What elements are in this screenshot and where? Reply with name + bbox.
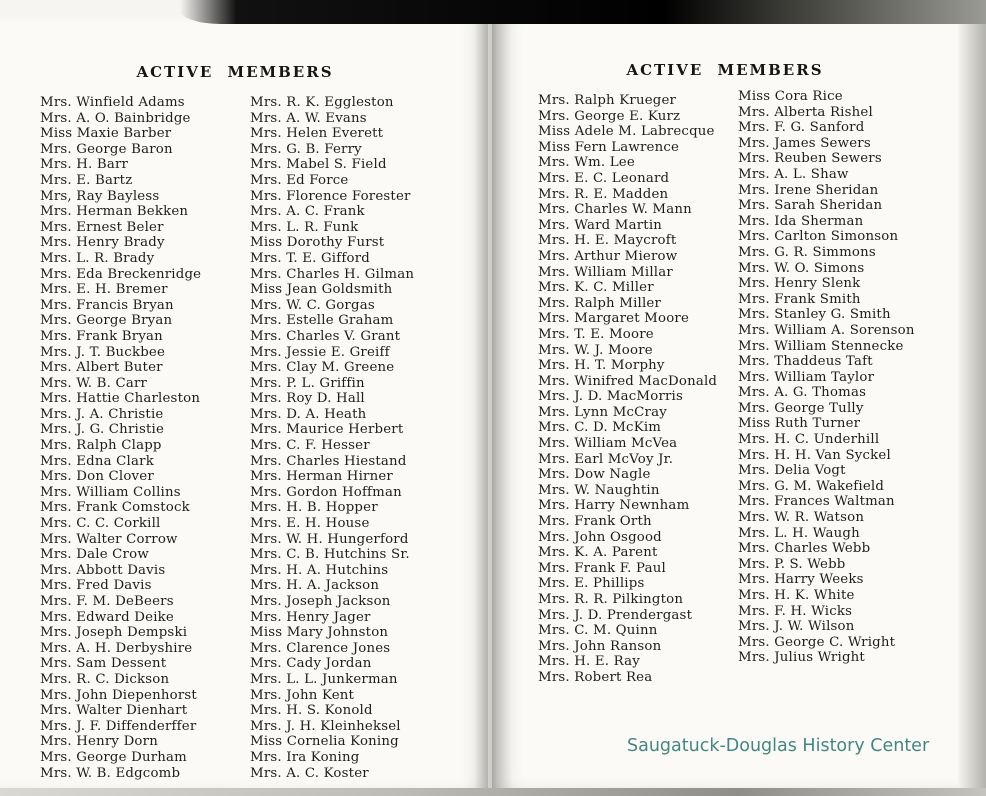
member-name: Mrs. Ralph Krueger	[538, 93, 677, 108]
member-name: Mrs. Lynn McCray	[538, 404, 667, 420]
member-name: Mrs. K. A. Parent	[538, 545, 658, 561]
member-list-right-col-1	[538, 93, 717, 686]
member-name: Mrs. Helen Everett	[250, 126, 384, 142]
member-name: Mrs. L. L. Junkerman	[250, 671, 398, 687]
member-name: Mrs. W. H. Hungerford	[250, 531, 409, 547]
member-name: Mrs. Francis Bryan	[40, 297, 174, 313]
member-name: Miss Adele M. Labrecque	[538, 124, 715, 140]
photo-background-top	[180, 0, 986, 24]
member-name: Mrs. Florence Forester	[250, 188, 411, 204]
member-name: Mrs. Gordon Hoffman	[250, 484, 402, 500]
member-name: Mrs. F. G. Sanford	[738, 120, 865, 136]
photo-background-bottom	[0, 788, 986, 796]
member-name: Mrs. George Tully	[738, 400, 864, 416]
member-name: Mrs. P. L. Griffin	[250, 375, 365, 391]
member-name: Mrs. Clarence Jones	[250, 640, 391, 656]
member-name: Miss Fern Lawrence	[538, 139, 680, 155]
member-name: Mrs. Sarah Sheridan	[738, 198, 883, 214]
member-name: Mrs. Frank Smith	[738, 291, 861, 307]
member-list-left-col-1	[40, 95, 201, 781]
member-name: Mrs. Jessie E. Greiff	[250, 344, 390, 360]
member-name: Mrs. Ernest Beler	[40, 219, 164, 235]
member-name: Mrs. C. D. McKim	[538, 420, 662, 436]
member-name: Mrs. Carlton Simonson	[738, 229, 899, 245]
member-name: Mrs. J. D. Prendergast	[538, 607, 693, 623]
page-gutter-shadow	[474, 14, 512, 788]
member-name: Mrs. John Ranson	[538, 638, 662, 654]
right-page-title: ACTIVE MEMBERS	[626, 61, 824, 79]
member-name: Mrs. George C. Wright	[738, 634, 896, 650]
member-name: Mrs. G. B. Ferry	[250, 141, 362, 157]
member-name: Mrs. Robert Rea	[538, 669, 653, 685]
member-name: Mrs. A. W. Evans	[250, 110, 367, 126]
member-name: Mrs. Harry Newnham	[538, 498, 690, 514]
member-name: Mrs. Edna Clark	[40, 453, 154, 469]
member-name: Miss Cornelia Koning	[250, 734, 399, 750]
member-name: Miss Dorothy Furst	[250, 235, 385, 251]
member-name: Mrs. Edward Deike	[40, 609, 174, 625]
member-name: Mrs. J. A. Christie	[40, 406, 164, 422]
member-list-right-col-2	[738, 89, 915, 666]
member-name: Mrs. Margaret Moore	[538, 311, 690, 327]
member-name: Mrs. Clay M. Greene	[250, 360, 395, 376]
member-name: Mrs. C. C. Corkill	[40, 516, 161, 532]
member-name: Mrs. Dow Nagle	[538, 467, 651, 483]
member-name: Mrs. Herman Hirner	[250, 469, 393, 485]
member-name: Mrs. Ida Sherman	[738, 213, 864, 229]
member-name: Mrs. Stanley G. Smith	[738, 307, 891, 323]
member-name: Mrs. William Collins	[40, 484, 181, 500]
member-name: Mrs. John Osgood	[538, 529, 662, 545]
member-name: Mrs. Cady Jordan	[250, 656, 372, 672]
member-name: Mrs. H. C. Underhill	[738, 432, 880, 448]
member-name: Mrs. Hattie Charleston	[40, 391, 201, 407]
member-name: Mrs. W. Naughtin	[538, 482, 660, 498]
member-name: Mrs. W. J. Moore	[538, 342, 653, 358]
member-name: Mrs. C. M. Quinn	[538, 623, 658, 639]
member-name: Mrs. Charles V. Grant	[250, 328, 401, 344]
page-edge-shadow	[958, 14, 986, 788]
member-name: Mrs. William Taylor	[738, 369, 875, 385]
member-name: Mrs. Ralph Clapp	[40, 438, 162, 454]
member-name: Mrs. John Kent	[250, 687, 355, 703]
member-name: Mrs. A. C. Koster	[250, 765, 369, 781]
member-name: Mrs. Don Clover	[40, 469, 154, 485]
member-name: Mrs. George Durham	[40, 749, 187, 765]
member-name: Mrs. Walter Dienhart	[40, 703, 188, 719]
member-name: Mrs. Charles W. Mann	[538, 202, 692, 218]
member-name: Mrs. W. B. Carr	[40, 375, 148, 391]
member-name: Mrs. Charles H. Gilman	[250, 266, 415, 282]
member-name: Mrs. Ward Martin	[538, 217, 663, 233]
member-name: Mrs. L. R. Funk	[250, 219, 359, 235]
member-name: Mrs. Frances Waltman	[738, 494, 895, 510]
member-name: Mrs. Winfield Adams	[40, 95, 185, 110]
member-name: Mrs. W. R. Watson	[738, 510, 865, 526]
watermark: Saugatuck-Douglas History Center	[627, 736, 930, 756]
member-name: Mrs. C. F. Hesser	[250, 438, 370, 454]
member-name: Mrs. W. B. Edgcomb	[40, 765, 181, 781]
member-name: Mrs, Ray Bayless	[40, 188, 160, 204]
member-name: Mrs. J. D. MacMorris	[538, 389, 684, 405]
member-name: Mrs. Henry Brady	[40, 235, 165, 251]
member-name: Mrs. H. E. Ray	[538, 654, 641, 670]
member-name: Mrs. Sam Dessent	[40, 656, 167, 672]
member-name: Mrs. R. R. Pilkington	[538, 592, 684, 607]
member-name: Mrs. Dale Crow	[40, 547, 149, 563]
member-name: Mrs. Thaddeus Taft	[738, 354, 873, 370]
member-name: Mrs. R. K. Eggleston	[250, 95, 394, 110]
member-name: Mrs. H. K. White	[738, 588, 855, 603]
member-name: Mrs. Ed Force	[250, 172, 349, 188]
member-name: Miss Ruth Turner	[738, 416, 861, 432]
member-name: Mrs. Albert Buter	[40, 360, 163, 376]
member-name: Mrs. Wm. Lee	[538, 155, 635, 171]
member-name: Mrs. J. G. Christie	[40, 422, 165, 438]
member-name: Mrs. J. F. Diffenderffer	[40, 718, 197, 734]
member-name: Mrs. Earl McVoy Jr.	[538, 451, 674, 467]
member-name: Mrs. J. T. Buckbee	[40, 344, 166, 360]
member-name: Mrs. E. H. House	[250, 516, 370, 532]
member-name: Mrs. Winifred MacDonald	[538, 373, 718, 389]
member-name: Mrs. R. E. Madden	[538, 186, 669, 202]
member-name: Mrs. E. Phillips	[538, 576, 645, 592]
member-name: Mrs. George E. Kurz	[538, 108, 681, 124]
member-name: Mrs. Roy D. Hall	[250, 391, 365, 407]
member-name: Mrs. A. L. Shaw	[738, 166, 849, 182]
member-name: Miss Cora Rice	[738, 89, 843, 104]
member-name: Mrs. Arthur Mierow	[538, 248, 678, 264]
member-name: Mrs. Julius Wright	[738, 650, 865, 666]
member-name: Mrs. Abbott Davis	[40, 562, 166, 578]
member-name: Miss Maxie Barber	[40, 126, 172, 142]
member-name: Mrs. A. H. Derbyshire	[40, 640, 193, 656]
member-name: Mrs. C. B. Hutchins Sr.	[250, 547, 410, 563]
member-name: Mrs. Frank F. Paul	[538, 560, 666, 576]
member-name: Mrs. Fred Davis	[40, 578, 152, 594]
member-name: Mrs. Delia Vogt	[738, 463, 846, 479]
member-name: Mrs. Ira Koning	[250, 749, 360, 765]
member-name: Mrs. W. O. Simons	[738, 260, 865, 276]
member-name: Mrs. Reuben Sewers	[738, 151, 882, 167]
member-name: Mrs. Harry Weeks	[738, 572, 864, 588]
member-name: Mrs. K. C. Miller	[538, 280, 654, 296]
member-name: Mrs. H. A. Hutchins	[250, 562, 389, 578]
member-name: Mrs. L. R. Brady	[40, 250, 155, 266]
member-name: Mrs. G. R. Simmons	[738, 244, 876, 260]
member-name: Mrs. T. E. Moore	[538, 326, 654, 342]
member-name: Mrs. Frank Comstock	[40, 500, 190, 516]
member-name: Mrs. William Millar	[538, 264, 673, 280]
member-name: Mrs. Henry Dorn	[40, 734, 158, 750]
member-name: Mrs. Mabel S. Field	[250, 157, 387, 173]
member-name: Mrs. Maurice Herbert	[250, 422, 404, 438]
member-name: Mrs. F. M. DeBeers	[40, 594, 174, 609]
member-name: Mrs. H. S. Konold	[250, 703, 373, 719]
member-name: Mrs. J. H. Kleinheksel	[250, 718, 401, 734]
member-name: Mrs. Joseph Jackson	[250, 594, 391, 609]
member-name: Mrs. Herman Bekken	[40, 204, 189, 220]
left-page-title: ACTIVE MEMBERS	[136, 63, 334, 81]
member-name: Mrs. A. G. Thomas	[738, 385, 867, 401]
member-name: Mrs. H. E. Maycroft	[538, 233, 677, 249]
member-name: Mrs. W. C. Gorgas	[250, 297, 375, 313]
member-name: Mrs. H. A. Jackson	[250, 578, 380, 594]
member-name: Mrs. H. Barr	[40, 157, 129, 173]
member-name: Mrs. George Baron	[40, 141, 173, 157]
member-name: Mrs. Charles Hiestand	[250, 453, 407, 469]
member-name: Mrs. Irene Sheridan	[738, 182, 879, 198]
member-name: Mrs. Ralph Miller	[538, 295, 662, 311]
member-name: Mrs. H. B. Hopper	[250, 500, 378, 516]
member-name: Mrs. Alberta Rishel	[738, 104, 873, 120]
member-name: Mrs. E. H. Bremer	[40, 282, 168, 298]
member-name: Mrs. D. A. Heath	[250, 406, 367, 422]
member-name: Mrs. Joseph Dempski	[40, 625, 188, 641]
member-name: Mrs. Frank Orth	[538, 514, 652, 530]
member-name: Mrs. T. E. Gifford	[250, 250, 370, 266]
member-name: Mrs. A. O. Bainbridge	[40, 110, 191, 126]
member-name: Mrs. James Sewers	[738, 135, 871, 151]
member-name: Mrs. John Diepenhorst	[40, 687, 197, 703]
member-name: Miss Mary Johnston	[250, 625, 389, 641]
member-name: Mrs. P. S. Webb	[738, 556, 846, 572]
member-name: Mrs. R. C. Dickson	[40, 671, 170, 687]
member-name: Mrs. F. H. Wicks	[738, 603, 853, 619]
member-name: Mrs. H. H. Van Syckel	[738, 447, 891, 463]
member-name: Mrs. Estelle Graham	[250, 313, 394, 329]
member-name: Mrs. H. T. Morphy	[538, 358, 665, 374]
member-list-left-col-2	[250, 95, 414, 781]
member-name: Mrs. E. Bartz	[40, 172, 133, 188]
member-name: Mrs. L. H. Waugh	[738, 525, 860, 541]
member-name: Mrs. George Bryan	[40, 313, 173, 329]
member-name: Mrs. A. C. Frank	[250, 204, 365, 220]
member-name: Mrs. Henry Jager	[250, 609, 371, 625]
member-name: Mrs. G. M. Wakefield	[738, 478, 885, 494]
member-name: Mrs. Charles Webb	[738, 541, 871, 557]
member-name: Mrs. Frank Bryan	[40, 328, 163, 344]
member-name: Mrs. Henry Slenk	[738, 276, 861, 292]
member-name: Mrs. William Stennecke	[738, 338, 904, 354]
member-name: Mrs. J. W. Wilson	[738, 619, 855, 635]
member-name: Mrs. Walter Corrow	[40, 531, 178, 547]
member-name: Mrs. William McVea	[538, 436, 678, 452]
member-name: Miss Jean Goldsmith	[250, 282, 393, 298]
member-name: Mrs. E. C. Leonard	[538, 170, 670, 186]
member-name: Mrs. William A. Sorenson	[738, 322, 915, 338]
member-name: Mrs. Eda Breckenridge	[40, 266, 202, 282]
